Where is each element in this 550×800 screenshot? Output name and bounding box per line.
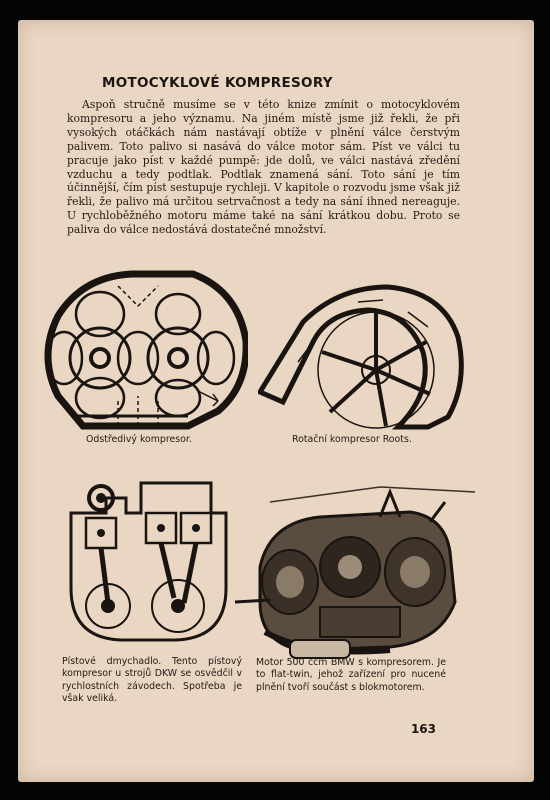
page-title: MOTOCYKLOVÉ KOMPRESORY xyxy=(102,75,333,91)
intro-paragraph: Aspoň stručně musíme se v této knize zmínit o motocyklovém kompresoru a jeho významu. Na jiném místě jsme již řekli, že při vysokých otáčkách nám nastávají obtíže v plnění válce čerstvým palivem. Toto palivo si nasává do válce motor sám. Píst ve válci tu pracuje jako píst v každé pumpě: jde dolů, ve válci nastává zředění vzduchu a tedy podtlak. Podtlak znamená sání. Toto sání je tím účinnější, čím píst sestupuje rychleji. V kapitole o rozvodu jsme však již řekli, že palivo má určitou setrvačnost a tedy na sání ihned nereaguje. U rychloběžného motoru máme také na sání krátkou dobu. Proto se paliva do válce nedostává dostatečné množství. xyxy=(67,98,460,237)
roots-compressor-figure xyxy=(258,282,468,432)
bmw-caption: Motor 500 ccm BMW s kompresorem. Je to flat-twin, jehož zařízení pro nucené plnění tvoří součást s blokmotorem. xyxy=(256,657,446,693)
roots-caption: Rotační kompresor Roots. xyxy=(292,434,412,445)
piston-caption: Pístové dmychadlo. Tento pístový kompresor u strojů DKW se osvědčil v rychlostních závodech. Spotřeba je však veliká. xyxy=(62,656,242,705)
centrifugal-caption: Odstředivý kompresor. xyxy=(86,434,192,445)
bmw-engine-figure xyxy=(230,472,490,667)
book-page xyxy=(18,20,534,782)
piston-compressor-figure xyxy=(66,478,234,643)
page-number: 163 xyxy=(410,722,436,736)
centrifugal-compressor-figure xyxy=(38,266,248,436)
